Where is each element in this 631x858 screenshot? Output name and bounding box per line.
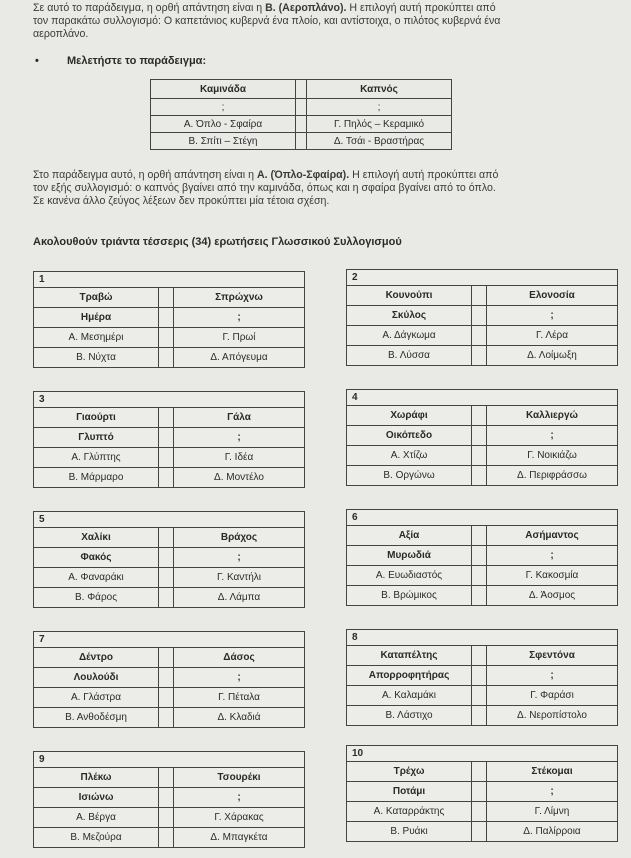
question-number: 6 (347, 510, 617, 526)
explanation-line-1 (33, 169, 613, 182)
column-gap (472, 762, 487, 782)
option-cell: Β. Νύχτα (34, 348, 159, 368)
word-cell: Βράχος (220, 532, 258, 543)
question-table (347, 526, 617, 605)
column-gap (472, 546, 487, 566)
word-cell: Αξία (398, 530, 420, 541)
word-pair-row (34, 528, 304, 548)
intro-line-1 (33, 2, 613, 15)
question-table (34, 528, 304, 607)
example-cell: ; (151, 99, 296, 116)
column-gap (159, 788, 174, 808)
word-pair-row (34, 768, 304, 788)
explanation-line-1-text: Στο παράδειγμα αυτό, η ορθή απάντηση είναι η (33, 169, 257, 181)
option-cell: Α. Γλύπτης (34, 448, 159, 468)
word-pair-row (347, 426, 617, 446)
question-2 (346, 269, 618, 366)
word-pair-row (34, 288, 304, 308)
option-cell: Γ. Καντήλι (174, 568, 305, 588)
word-pair-row (34, 668, 304, 688)
intro-paragraph (33, 2, 613, 42)
option-cell: Γ. Πέταλα (174, 688, 305, 708)
column-gap (472, 466, 487, 486)
question-1 (33, 271, 305, 368)
intro-line-3: αεροπλάνο. (33, 28, 89, 41)
column-gap (472, 326, 487, 346)
option-cell: Γ. Χάρακας (174, 808, 305, 828)
example-row (151, 116, 452, 133)
column-gap (159, 288, 174, 308)
option-cell: Γ. Ιδέα (174, 448, 305, 468)
word-cell: Καλλιεργώ (526, 410, 578, 421)
question-number: 7 (34, 632, 304, 648)
word-pair-row (347, 546, 617, 566)
example-gap (296, 116, 307, 133)
option-cell: Α. Δάγκωμα (347, 326, 472, 346)
option-cell: Α. Καλαμάκι (347, 686, 472, 706)
example-row (151, 80, 452, 99)
column-gap (472, 306, 487, 326)
word-cell: Ισιώνω (34, 788, 159, 808)
option-cell: Δ. Λάμπα (174, 588, 305, 608)
word-pair-row (347, 762, 617, 782)
word-cell: Γάλα (227, 412, 251, 423)
question-table (34, 768, 304, 847)
column-gap (159, 768, 174, 788)
answer-options-row (34, 708, 304, 728)
example-cell: ; (307, 99, 452, 116)
word-cell: Δέντρο (78, 652, 114, 663)
word-cell: Καταπέλτης (380, 650, 438, 661)
question-number: 1 (34, 272, 304, 288)
answer-options-row (34, 448, 304, 468)
word-pair-row (34, 428, 304, 448)
column-gap (472, 286, 487, 306)
word-pair-row (34, 648, 304, 668)
bullet-icon: • (35, 55, 39, 67)
option-cell: Δ. Νεροπίστολο (487, 706, 618, 726)
answer-options-row (347, 802, 617, 822)
answer-options-row (34, 348, 304, 368)
option-cell: Γ. Νοικιάζω (487, 446, 618, 466)
column-gap (472, 346, 487, 366)
answer-options-row (34, 468, 304, 488)
word-cell: Σπρώχνω (215, 292, 263, 303)
word-pair-row (347, 646, 617, 666)
option-cell: Α. Ευωδιαστός (347, 566, 472, 586)
word-cell: ; (487, 546, 618, 566)
option-cell: Γ. Φαράσι (487, 686, 618, 706)
column-gap (472, 802, 487, 822)
example-row (151, 99, 452, 116)
word-cell: ; (487, 666, 618, 686)
column-gap (159, 648, 174, 668)
question-table (347, 406, 617, 485)
column-gap (472, 822, 487, 842)
word-cell: ; (487, 426, 618, 446)
word-cell: Χωράφι (390, 410, 428, 421)
column-gap (159, 588, 174, 608)
example-cell: Α. Όπλο - Σφαίρα (151, 116, 296, 133)
question-8 (346, 629, 618, 726)
study-example-bullet (35, 55, 206, 67)
option-cell: Γ. Λέρα (487, 326, 618, 346)
word-cell: ; (174, 428, 305, 448)
word-cell: ; (174, 668, 305, 688)
word-pair-row (347, 286, 617, 306)
option-cell: Β. Λύσσα (347, 346, 472, 366)
question-7 (33, 631, 305, 728)
question-number: 3 (34, 392, 304, 408)
example-gap (296, 133, 307, 150)
answer-options-row (347, 326, 617, 346)
word-pair-row (34, 408, 304, 428)
column-gap (159, 448, 174, 468)
question-table (34, 408, 304, 487)
word-cell: ; (174, 548, 305, 568)
answer-options-row (34, 328, 304, 348)
column-gap (159, 808, 174, 828)
option-cell: Β. Ρυάκι (347, 822, 472, 842)
answer-options-row (347, 822, 617, 842)
example-cell: Β. Σπίτι – Στέγη (151, 133, 296, 150)
column-gap (159, 428, 174, 448)
answer-options-row (347, 346, 617, 366)
column-gap (159, 408, 174, 428)
column-gap (159, 688, 174, 708)
option-cell: Α. Μεσημέρι (34, 328, 159, 348)
option-cell: Γ. Πρωί (174, 328, 305, 348)
word-pair-row (347, 306, 617, 326)
explanation-paragraph (33, 169, 613, 209)
intro-answer: Β. (Αεροπλάνο). (265, 2, 347, 14)
bullet-text: Μελετήστε το παράδειγμα: (67, 55, 207, 67)
word-cell: Σφεντόνα (529, 650, 575, 661)
column-gap (472, 666, 487, 686)
option-cell: Γ. Λίμνη (487, 802, 618, 822)
word-pair-row (347, 526, 617, 546)
column-gap (159, 528, 174, 548)
option-cell: Α. Φαναράκι (34, 568, 159, 588)
option-cell: Α. Βέργα (34, 808, 159, 828)
question-table (347, 762, 617, 841)
word-cell: Δάσος (223, 652, 255, 663)
question-10 (346, 745, 618, 842)
word-pair-row (347, 782, 617, 802)
option-cell: Β. Μάρμαρο (34, 468, 159, 488)
option-cell: Δ. Κλαδιά (174, 708, 305, 728)
question-number: 4 (347, 390, 617, 406)
answer-options-row (347, 686, 617, 706)
word-cell: Φακός (34, 548, 159, 568)
option-cell: Γ. Κακοσμία (487, 566, 618, 586)
question-3 (33, 391, 305, 488)
column-gap (159, 828, 174, 848)
word-cell: ; (174, 788, 305, 808)
option-cell: Δ. Παλίρροια (487, 822, 618, 842)
question-table (347, 286, 617, 365)
answer-options-row (347, 706, 617, 726)
intro-line-1-tail: Η επιλογή αυτή προκύπτει από (346, 2, 496, 14)
column-gap (159, 468, 174, 488)
word-pair-row (347, 406, 617, 426)
option-cell: Α. Καταρράκτης (347, 802, 472, 822)
word-cell: Τσουρέκι (217, 772, 261, 783)
column-gap (472, 782, 487, 802)
option-cell: Δ. Λοίμωξη (487, 346, 618, 366)
answer-options-row (347, 566, 617, 586)
answer-options-row (34, 588, 304, 608)
column-gap (472, 566, 487, 586)
question-table (34, 288, 304, 367)
option-cell: Δ. Περιφράσσω (487, 466, 618, 486)
word-cell: Στέκομαι (531, 766, 573, 777)
column-gap (472, 686, 487, 706)
column-gap (472, 426, 487, 446)
word-pair-row (34, 308, 304, 328)
explanation-line-3: Σε κανένα άλλο ζεύγος λέξεων δεν προκύπτει μία τέτοια σχέση. (33, 195, 330, 208)
option-cell: Α. Γλάστρα (34, 688, 159, 708)
column-gap (159, 568, 174, 588)
word-cell: ; (174, 308, 305, 328)
column-gap (472, 526, 487, 546)
question-number: 5 (34, 512, 304, 528)
word-cell: Ελονοσία (529, 290, 575, 301)
word-cell: Γλυπτό (34, 428, 159, 448)
column-gap (159, 328, 174, 348)
word-cell: Ασήμαντος (525, 530, 579, 541)
example-row (151, 133, 452, 150)
column-gap (159, 308, 174, 328)
option-cell: Β. Οργώνω (347, 466, 472, 486)
answer-options-row (34, 568, 304, 588)
example-cell: Γ. Πηλός – Κεραμικό (307, 116, 452, 133)
question-table (347, 646, 617, 725)
column-gap (159, 668, 174, 688)
word-pair-row (34, 788, 304, 808)
word-cell: ; (487, 306, 618, 326)
question-number: 2 (347, 270, 617, 286)
example-gap (296, 80, 307, 99)
word-cell: Απορροφητήρας (347, 666, 472, 686)
option-cell: Δ. Άοσμος (487, 586, 618, 606)
question-5 (33, 511, 305, 608)
explanation-line-1-tail: Η επιλογή αυτή προκύπτει από (349, 169, 499, 181)
option-cell: Β. Βρώμικος (347, 586, 472, 606)
word-pair-row (347, 666, 617, 686)
option-cell: Β. Φάρος (34, 588, 159, 608)
word-cell: Χαλίκι (81, 532, 111, 543)
question-number: 10 (347, 746, 617, 762)
column-gap (472, 646, 487, 666)
answer-options-row (34, 828, 304, 848)
answer-options-row (34, 808, 304, 828)
column-gap (159, 708, 174, 728)
word-cell: Τρέχω (393, 766, 425, 777)
column-gap (472, 446, 487, 466)
question-number: 9 (34, 752, 304, 768)
question-table (34, 648, 304, 727)
example-gap (296, 99, 307, 116)
column-gap (159, 548, 174, 568)
word-cell: Λουλούδι (34, 668, 159, 688)
question-4 (346, 389, 618, 486)
word-cell: Κουνούπι (385, 290, 433, 301)
example-cell: Καπνός (307, 80, 452, 99)
answer-options-row (347, 586, 617, 606)
word-cell: Πλέκω (80, 772, 112, 783)
word-cell: Τραβώ (79, 292, 113, 303)
answer-options-row (347, 446, 617, 466)
option-cell: Δ. Μοντέλο (174, 468, 305, 488)
option-cell: Α. Χτίζω (347, 446, 472, 466)
explanation-answer: Α. (Όπλο-Σφαίρα). (256, 169, 350, 181)
intro-line-2: τον παρακάτω συλλογισμό: Ο καπετάνιος κυβερνά ένα πλοίο, και αντίστοιχα, ο πιλότος κυβερνά ένα (33, 15, 501, 28)
column-gap (472, 706, 487, 726)
option-cell: Β. Ανθοδέσμη (34, 708, 159, 728)
word-cell: Οικόπεδο (347, 426, 472, 446)
answer-options-row (347, 466, 617, 486)
question-6 (346, 509, 618, 606)
word-cell: Ποτάμι (347, 782, 472, 802)
word-cell: ; (487, 782, 618, 802)
word-cell: Γιαούρτι (76, 412, 116, 423)
column-gap (472, 406, 487, 426)
explanation-line-2: τον εξής συλλογισμό: ο καπνός βγαίνει από την καμινάδα, όπως και η σφαίρα βγαίνει από το όπλο. (33, 182, 496, 195)
question-number: 8 (347, 630, 617, 646)
option-cell: Β. Μεζούρα (34, 828, 159, 848)
example-cell: Καμινάδα (151, 80, 296, 99)
column-gap (472, 586, 487, 606)
word-cell: Μυρωδιά (347, 546, 472, 566)
answer-options-row (34, 688, 304, 708)
intro-line-1-text: Σε αυτό το παράδειγμα, η ορθή απάντηση είναι η (33, 2, 266, 14)
column-gap (159, 348, 174, 368)
example-cell: Δ. Τσάι - Βραστήρας (307, 133, 452, 150)
word-cell: Σκύλος (347, 306, 472, 326)
example-table (150, 79, 452, 150)
option-cell: Δ. Απόγευμα (174, 348, 305, 368)
section-title: Ακολουθούν τριάντα τέσσερις (34) ερωτήσεις Γλωσσικού Συλλογισμού (33, 236, 402, 248)
question-9 (33, 751, 305, 848)
option-cell: Δ. Μπαγκέτα (174, 828, 305, 848)
word-cell: Ημέρα (34, 308, 159, 328)
option-cell: Β. Λάστιχο (347, 706, 472, 726)
word-pair-row (34, 548, 304, 568)
